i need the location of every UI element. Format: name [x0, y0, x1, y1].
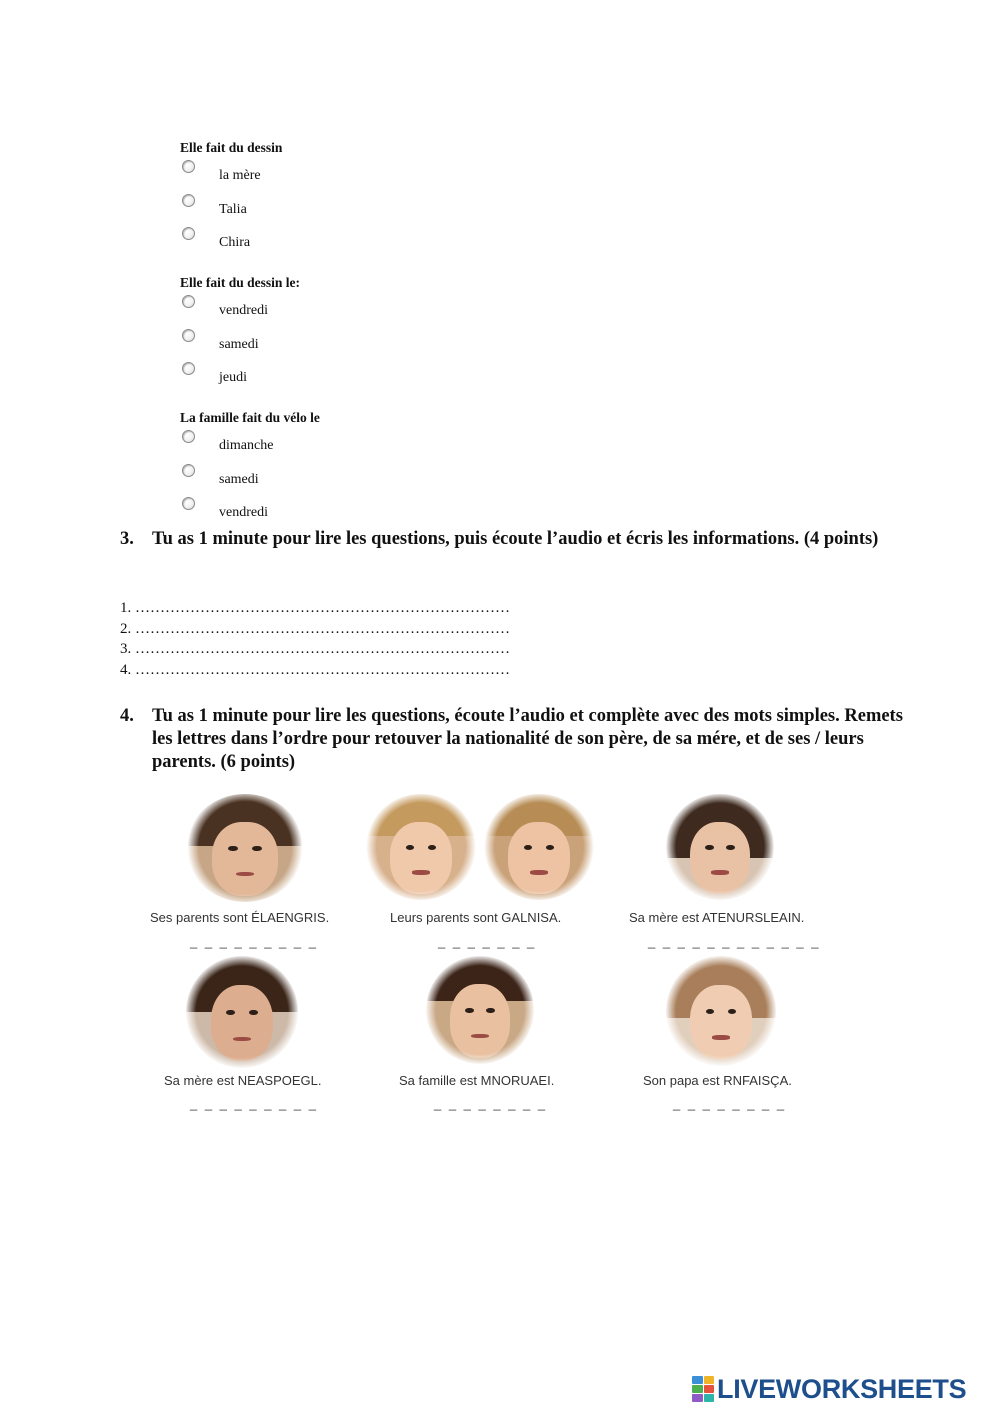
section-4-instruction: [120, 705, 910, 774]
faces-panel: [140, 792, 840, 1122]
girl-face-photo: [366, 794, 476, 900]
option-label: jeudi: [219, 370, 247, 386]
girl-face-photo: [186, 956, 298, 1068]
radio-button[interactable]: [182, 464, 195, 477]
option-label: samedi: [219, 336, 259, 352]
radio-button[interactable]: [182, 194, 195, 207]
section-text: Tu as 1 minute pour lire les questions, écoute l’audio et complète avec des mots simples. Remets les lettres dans l’ordre pour retouver la nationalité de son père, de sa mére, et de ses / leurs parents. (6 points): [152, 706, 903, 772]
option-label: dimanche: [219, 438, 274, 453]
option-vendredi[interactable]: [180, 493, 320, 527]
answer-line-3[interactable]: 3. …………………………………………………………………: [120, 641, 510, 657]
answer-blank-2[interactable]: _ _ _ _ _ _ _: [438, 934, 537, 949]
answer-blank-1[interactable]: _ _ _ _ _ _ _ _ _: [190, 934, 318, 949]
option-label: vendredi: [219, 505, 268, 521]
girl-face-photo: [666, 794, 774, 900]
answer-blank-4[interactable]: _ _ _ _ _ _ _ _ _: [190, 1096, 318, 1111]
option-label: la mère: [219, 168, 261, 183]
boy-face-photo: [186, 794, 304, 902]
boy-face-photo: [426, 956, 534, 1064]
caption-2: Leurs parents sont GALNISA.: [390, 910, 562, 925]
liveworksheets-logo: [692, 1374, 966, 1404]
brand-name: LIVEWORKSHEETS: [717, 1373, 967, 1404]
answer-blank-6[interactable]: _ _ _ _ _ _ _ _: [673, 1096, 787, 1111]
option-label: samedi: [219, 471, 259, 487]
caption-3: Sa mère est ATENURSLEAIN.: [629, 910, 805, 925]
section-number: 3.: [120, 529, 134, 549]
radio-button[interactable]: [182, 227, 195, 240]
radio-button[interactable]: [182, 329, 195, 342]
option-la-mere[interactable]: [180, 156, 282, 190]
answer-blank-3[interactable]: _ _ _ _ _ _ _ _ _ _ _ _: [648, 934, 821, 949]
girl-face-photo: [666, 956, 776, 1066]
option-dimanche[interactable]: [180, 426, 320, 460]
section-text: Tu as 1 minute pour lire les questions, puis écoute l’audio et écris les informations. (4 points): [152, 529, 879, 549]
option-label: Chira: [219, 235, 251, 251]
question-3-title: La famille fait du vélo le: [180, 410, 320, 425]
question-2-title: Elle fait du dessin le:: [180, 275, 301, 290]
answer-line-1[interactable]: 1. …………………………………………………………………: [120, 600, 510, 616]
option-chira[interactable]: [180, 223, 282, 257]
radio-button[interactable]: [182, 430, 195, 443]
option-label: Talia: [219, 201, 247, 217]
radio-button[interactable]: [182, 362, 195, 375]
answer-line-4[interactable]: 4. …………………………………………………………………: [120, 661, 510, 678]
section-3-instruction: [120, 528, 910, 551]
option-label: vendredi: [219, 303, 268, 318]
section-number: 4.: [120, 706, 134, 726]
radio-button[interactable]: [182, 160, 195, 173]
caption-6: Son papa est RNFAISÇA.: [643, 1073, 792, 1088]
option-talia[interactable]: [180, 190, 282, 224]
logo-icon: [692, 1376, 714, 1402]
option-samedi[interactable]: [180, 460, 320, 494]
caption-5: Sa famille est MNORUAEI.: [399, 1073, 555, 1088]
answer-blank-5[interactable]: _ _ _ _ _ _ _ _: [434, 1096, 548, 1111]
option-jeudi[interactable]: [180, 358, 300, 392]
answer-line-2[interactable]: 2. …………………………………………………………………: [120, 620, 510, 637]
caption-1: Ses parents sont ÉLAENGRIS.: [150, 910, 330, 925]
radio-button[interactable]: [182, 497, 195, 510]
question-1: [180, 140, 282, 257]
option-vendredi[interactable]: [180, 291, 300, 325]
girl-face-photo: [484, 794, 594, 900]
radio-button[interactable]: [182, 295, 195, 308]
answer-lines: [120, 598, 510, 680]
question-1-title: Elle fait du dessin: [180, 140, 283, 155]
caption-4: Sa mère est NEASPOEGL.: [164, 1073, 322, 1088]
option-samedi[interactable]: [180, 325, 300, 359]
question-3: [180, 410, 320, 527]
question-2: [180, 275, 300, 392]
